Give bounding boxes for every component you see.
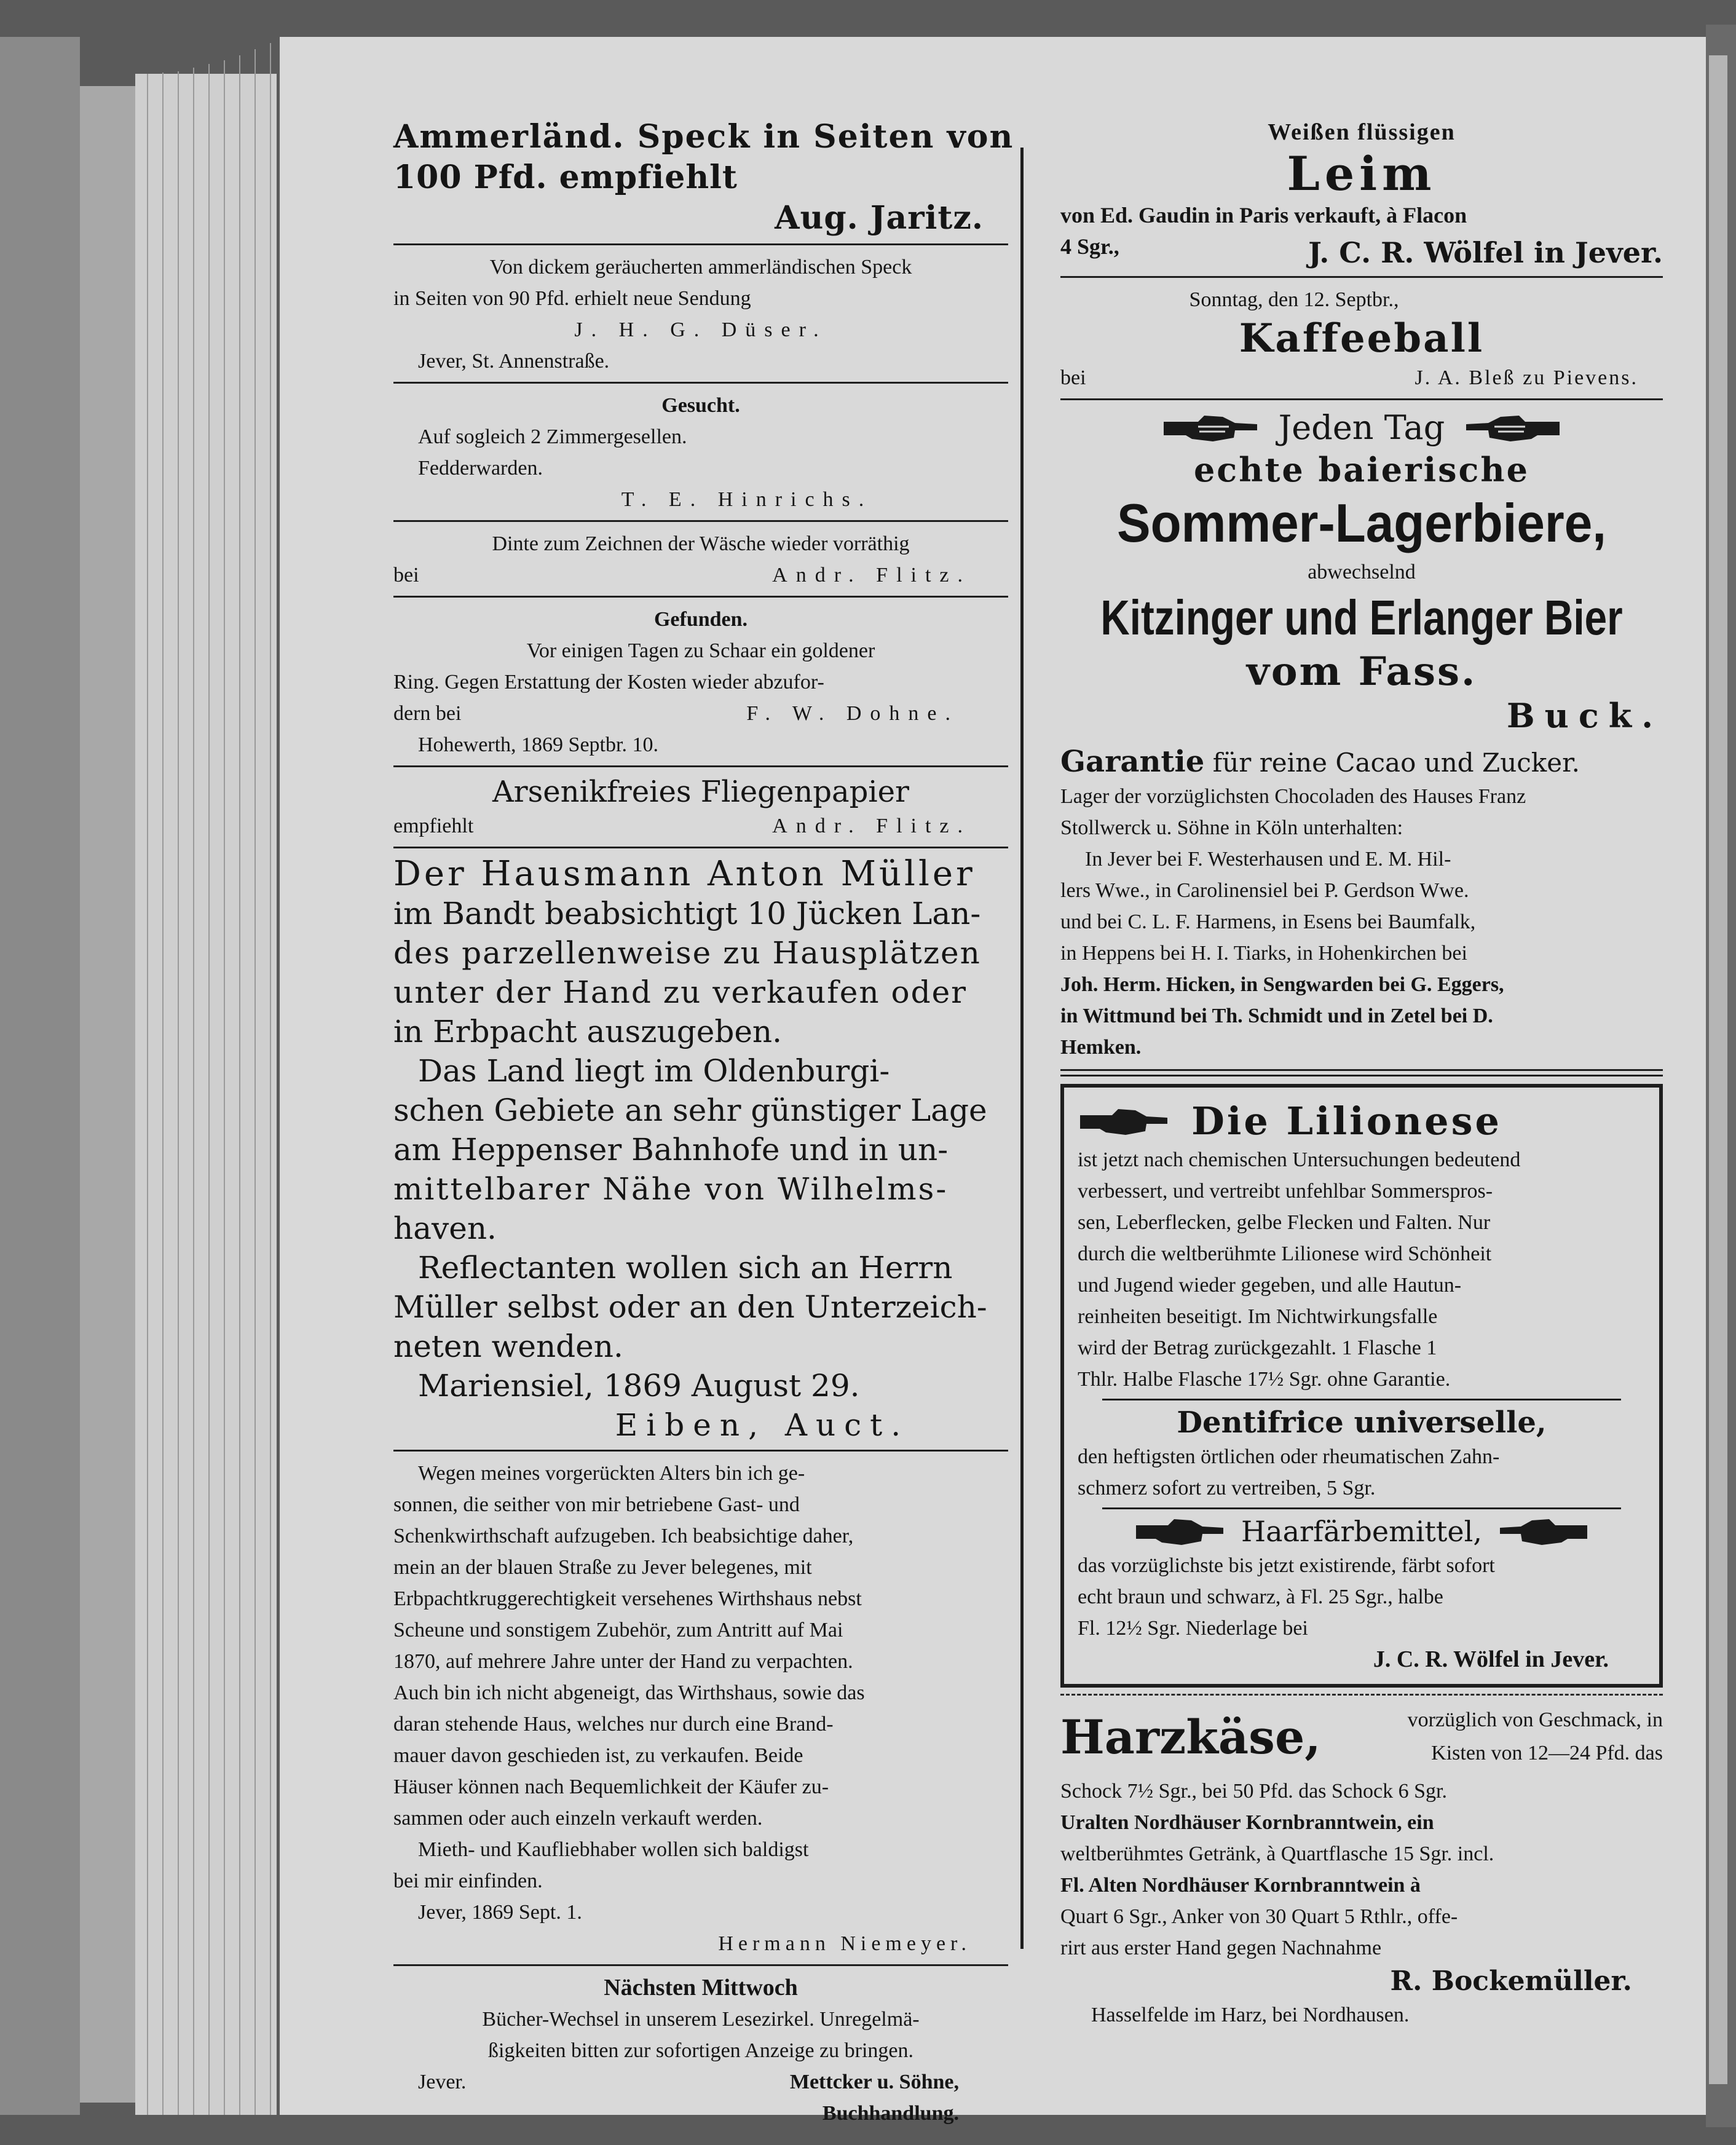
ad-gesucht	[393, 390, 1008, 515]
ad-line: in Seiten von 90 Pfd. erhielt neue Sendung	[393, 287, 751, 310]
ad-line: lers Wwe., in Carolinensiel bei P. Gerdson Wwe.	[1060, 879, 1469, 902]
ad-signer: Eiben, Auct.	[615, 1407, 910, 1443]
separator	[393, 847, 1008, 848]
ad-line: in Wittmund bei Th. Schmidt und in Zetel bei D.	[1060, 1005, 1493, 1027]
ad-line: Bücher-Wechsel in unserem Lesezirkel. Unregelmä-	[482, 2008, 920, 2031]
ad-line: Uralten Nordhäuser Kornbranntwein, ein	[1060, 1811, 1434, 1834]
ad-line: den heftigsten örtlichen oder rheumatischen Zahn-	[1078, 1445, 1500, 1468]
ad-line: Das Land liegt im Oldenburgi-	[418, 1053, 890, 1089]
ad-title: Gesucht.	[661, 394, 740, 417]
ad-line: ist jetzt nach chemischen Untersuchungen bedeutend	[1078, 1148, 1521, 1171]
ad-place: Hasselfelde im Harz, bei Nordhausen.	[1091, 2004, 1410, 2026]
ad-line: daran stehende Haus, welches nur durch eine Brand-	[393, 1713, 834, 1736]
ad-signer: Andr. Flitz.	[772, 564, 971, 587]
ad-signer: Buck.	[1507, 696, 1663, 735]
separator	[393, 382, 1008, 384]
pointing-hand-right-icon	[1161, 411, 1260, 445]
ad-line: Mieth- und Kaufliebhaber wollen sich baldigst	[418, 1838, 809, 1861]
ad-line: Ammerländ. Speck in Seiten von	[393, 118, 1014, 156]
pointing-hand-right-icon	[1078, 1104, 1170, 1139]
separator	[393, 243, 1008, 245]
ad-line: wird der Betrag zurückgezahlt. 1 Flasche 1	[1078, 1337, 1437, 1359]
ad-title: Leim	[1287, 146, 1437, 201]
ad-line: In Jever bei F. Westerhausen und E. M. Hil-	[1085, 848, 1451, 871]
ad-title: Gefunden.	[653, 608, 748, 631]
ad-line: neten wenden.	[393, 1329, 623, 1364]
ad-line: in Erbpacht auszugeben.	[393, 1014, 783, 1049]
ad-garantie	[1060, 744, 1663, 1063]
right-column	[1060, 117, 1663, 2031]
ad-line: und Jugend wieder gegeben, und alle Hautun-	[1078, 1274, 1462, 1297]
ad-line: schen Gebiete an sehr günstiger Lage	[393, 1092, 987, 1128]
ad-line: mein an der blauen Straße zu Jever belegenes, mit	[393, 1556, 812, 1579]
ad-line: 4 Sgr.,	[1060, 234, 1119, 259]
ad-line: Jeden Tag	[1278, 408, 1445, 447]
ad-line: sen, Leberflecken, gelbe Flecken und Falten. Nur	[1078, 1211, 1491, 1234]
pointing-hand-right-icon	[1134, 1514, 1226, 1549]
ad-prefix: bei	[393, 564, 419, 587]
ad-line: Lager der vorzüglichsten Chocoladen des Hauses Franz	[1060, 785, 1526, 808]
ad-signer: Andr. Flitz.	[772, 815, 971, 837]
ad-fliegenpapier	[393, 773, 1008, 842]
ad-title: Sommer-Lagerbiere,	[1117, 492, 1606, 553]
ad-signer: J. A. Bleß zu Pievens.	[1414, 366, 1638, 389]
ad-line: Stollwerck u. Söhne in Köln unterhalten:	[1060, 816, 1403, 839]
ad-line: Reflectanten wollen sich an Herrn	[418, 1250, 953, 1286]
ad-line: durch die weltberühmte Lilionese wird Schönheit	[1078, 1242, 1492, 1265]
ad-line: unter der Hand zu verkaufen oder	[393, 974, 968, 1010]
ad-line: Schenkwirthschaft aufzugeben. Ich beabsichtige daher,	[393, 1525, 854, 1547]
ad-line: echt braun und schwarz, à Fl. 25 Sgr., halbe	[1078, 1586, 1443, 1608]
ad-prefix: bei	[1060, 366, 1086, 389]
ad-line: 1870, auf mehrere Jahre unter der Hand zu verpachten.	[393, 1650, 853, 1673]
newspaper-page	[280, 37, 1706, 2125]
ad-line: sammen oder auch einzeln verkauft werden.	[393, 1807, 763, 1830]
ad-line: abwechselnd	[1308, 561, 1416, 583]
ad-wirthshaus	[393, 1458, 1008, 1959]
ad-title: Arsenikfreies Fliegenpapier	[492, 775, 909, 809]
ad-signer-2: Buchhandlung.	[822, 2102, 959, 2125]
ad-line: Häuser können nach Bequemlichkeit der Käufer zu-	[393, 1776, 829, 1798]
ad-line: sonnen, die seither von mir betriebene Gast- und	[393, 1493, 800, 1516]
ad-gefunden	[393, 604, 1008, 760]
ad-line: Kisten von 12—24 Pfd. das	[1431, 1742, 1663, 1764]
ad-line: das vorzüglichste bis jetzt existirende, färbt sofort	[1078, 1554, 1495, 1577]
ad-lilionese-box	[1060, 1084, 1663, 1688]
separator	[393, 1450, 1008, 1452]
separator	[393, 765, 1008, 767]
ad-signer: Aug. Jaritz.	[775, 199, 984, 237]
ad-signer: J. C. R. Wölfel in Jever.	[1373, 1646, 1609, 1672]
ad-line: 100 Pfd. empfiehlt	[393, 159, 738, 196]
ad-harzkaese	[1060, 1702, 1663, 2031]
ad-line: mittelbarer Nähe von Wilhelms-	[393, 1171, 949, 1207]
ad-line: und bei C. L. F. Harmens, in Esens bei Baumfalk,	[1060, 911, 1476, 933]
ad-line: Fl. Alten Nordhäuser Kornbranntwein à	[1060, 1874, 1421, 1897]
ad-dinte	[393, 528, 1008, 591]
ad-mittwoch	[393, 1972, 1008, 2129]
ad-line: ßigkeiten bitten zur sofortigen Anzeige zu bringen.	[487, 2039, 914, 2062]
ad-line: reinheiten beseitigt. Im Nichtwirkungsfalle	[1078, 1305, 1438, 1328]
pointing-hand-left-icon	[1464, 411, 1562, 445]
separator	[393, 520, 1008, 522]
ad-line: weltberühmtes Getränk, à Quartflasche 15 Sgr. incl.	[1060, 1843, 1494, 1865]
ad-line: des parzellenweise zu Hausplätzen	[393, 935, 981, 971]
separator	[393, 1964, 1008, 1966]
ad-line: von Ed. Gaudin in Paris verkauft, à Flacon	[1060, 203, 1467, 227]
pointing-hand-left-icon	[1497, 1514, 1590, 1549]
separator	[1060, 276, 1663, 278]
ad-dateline: Jever, 1869 Sept. 1.	[418, 1901, 582, 1924]
ad-title: Nächsten Mittwoch	[604, 1975, 798, 2001]
ad-title: Garantie	[1060, 745, 1205, 779]
ad-signer: J. H. G. Düser.	[574, 318, 827, 341]
separator	[1102, 1507, 1621, 1509]
ad-signer: F. W. Dohne.	[746, 702, 959, 725]
separator	[1102, 1399, 1621, 1400]
ad-signer: R. Bockemüller.	[1390, 1965, 1632, 1997]
separator	[1060, 1069, 1663, 1076]
ad-line: Von dickem geräucherten ammerländischen Speck	[489, 256, 912, 278]
ad-line: dern bei	[393, 702, 462, 725]
ad-mueller-land	[393, 855, 1008, 1445]
ad-line: Fedderwarden.	[418, 457, 543, 480]
ad-signer: Mettcker u. Söhne,	[789, 2071, 959, 2093]
separator	[1060, 1694, 1663, 1696]
ad-line: rirt aus erster Hand gegen Nachnahme	[1060, 1937, 1382, 1959]
ad-line: Schock 7½ Sgr., bei 50 Pfd. das Schock 6 Sgr.	[1060, 1780, 1447, 1803]
ad-title-rest: für reine Cacao und Zucker.	[1212, 748, 1580, 778]
ad-line: Hemken.	[1060, 1036, 1142, 1059]
ad-line: Auch bin ich nicht abgeneigt, das Wirthshaus, sowie das	[393, 1681, 865, 1704]
ad-title-line	[1060, 744, 1663, 781]
ad-signer: T. E. Hinrichs.	[621, 488, 873, 511]
ad-place: Jever, St. Annenstraße.	[418, 350, 610, 373]
ad-line: Wegen meines vorgerückten Alters bin ich ge-	[418, 1462, 805, 1485]
ad-line: im Bandt beabsichtigt 10 Jücken Lan-	[393, 896, 981, 931]
ad-title: Die Lilionese	[1191, 1099, 1502, 1144]
column-divider	[1020, 148, 1024, 1949]
ad-line: Joh. Herm. Hicken, in Sengwarden bei G. Eggers,	[1060, 973, 1504, 996]
ad-line: Quart 6 Sgr., Anker von 30 Quart 5 Rthlr., offe-	[1060, 1905, 1458, 1928]
ad-title-3: Haarfärbemittel,	[1241, 1515, 1482, 1548]
ad-title-rest: vorzüglich von Geschmack, in	[1407, 1708, 1663, 1731]
ad-line: Auf sogleich 2 Zimmergesellen.	[418, 425, 687, 448]
ad-line: verbessert, und vertreibt unfehlbar Sommerspros-	[1078, 1180, 1493, 1203]
ad-line: Weißen flüssigen	[1268, 119, 1456, 145]
ad-line: in Heppens bei H. I. Tiarks, in Hohenkirchen bei	[1060, 942, 1467, 965]
ad-speck-dueser	[393, 251, 1008, 377]
ad-line: Dinte zum Zeichnen der Wäsche wieder vorräthig	[492, 532, 910, 555]
ad-line: am Heppenser Bahnhofe und in un-	[393, 1132, 949, 1167]
ad-line: Vor einigen Tagen zu Schaar ein goldener	[526, 639, 875, 662]
ad-speck	[393, 117, 1014, 239]
ad-kaffeeball	[1060, 284, 1663, 393]
ad-prefix: empfiehlt	[393, 815, 474, 837]
ad-signer: J. C. R. Wölfel in Jever.	[1308, 236, 1663, 269]
separator	[393, 596, 1008, 598]
ad-title: Kaffeeball	[1239, 315, 1485, 361]
ad-line: Der Hausmann Anton Müller	[393, 854, 976, 894]
ad-line: haven.	[393, 1211, 497, 1246]
ad-line: echte baierische	[1193, 450, 1530, 489]
ad-place: Jever.	[418, 2071, 467, 2093]
ad-line: Müller selbst oder an den Unterzeich-	[393, 1289, 987, 1325]
ad-line: Fl. 12½ Sgr. Niederlage bei	[1078, 1617, 1308, 1640]
ad-line: Erbpachtkruggerechtigkeit versehenes Wirthshaus nebst	[393, 1587, 862, 1610]
ad-line: mauer davon geschieden ist, zu verkaufen. Beide	[393, 1744, 803, 1767]
ad-line: schmerz sofort zu vertreiben, 5 Sgr.	[1078, 1477, 1376, 1499]
ad-signer: Hermann Niemeyer.	[718, 1932, 971, 1955]
ad-line: Thlr. Halbe Flasche 17½ Sgr. ohne Garantie.	[1078, 1368, 1451, 1391]
ad-line: Ring. Gegen Erstattung der Kosten wieder abzufor-	[393, 671, 824, 693]
ad-leim	[1060, 117, 1663, 271]
ad-line: Sonntag, den 12. Septbr.,	[1189, 288, 1399, 311]
ad-line: Scheune und sonstigem Zubehör, zum Antritt auf Mai	[393, 1619, 843, 1641]
ad-title: Harzkäse,	[1060, 1710, 1321, 1764]
ad-title-2: Kitzinger und Erlanger Bier	[1100, 590, 1623, 645]
ad-dateline: Hohewerth, 1869 Septbr. 10.	[418, 733, 658, 756]
ad-dateline: Mariensiel, 1869 August 29.	[418, 1368, 860, 1404]
ad-title-2: Dentifrice universelle,	[1177, 1405, 1547, 1440]
ad-line: vom Fass.	[1246, 649, 1477, 695]
ad-line: bei mir einfinden.	[393, 1870, 543, 1892]
ad-lagerbier	[1060, 406, 1663, 735]
separator	[1060, 398, 1663, 400]
left-column	[393, 117, 1014, 2129]
